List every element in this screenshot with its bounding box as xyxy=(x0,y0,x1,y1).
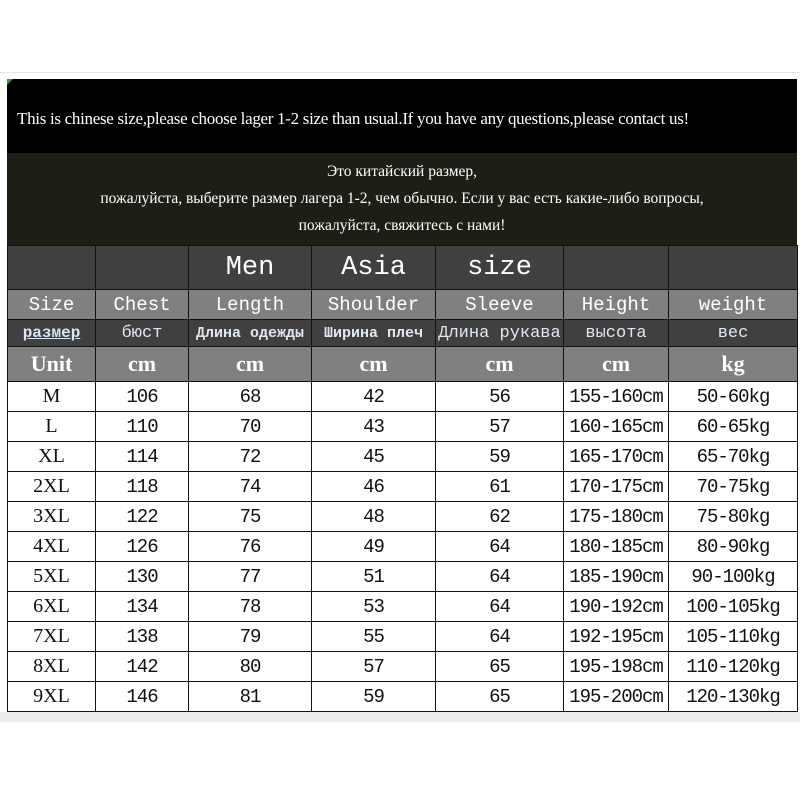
cell-height: 165-170cm xyxy=(564,442,669,472)
header-chest: Chest xyxy=(96,290,189,320)
cell-sleeve: 64 xyxy=(436,562,564,592)
header-ru-sleeve: Длина рукава xyxy=(436,320,564,347)
header-ru-height: высота xyxy=(564,320,669,347)
cell-shoulder: 53 xyxy=(312,592,436,622)
cell-height: 155-160cm xyxy=(564,382,669,412)
table-row xyxy=(8,472,798,502)
notice-russian-line: пожалуйста, выберите размер лагера 1-2, чем обычно. Если у вас есть какие-либо вопросы, xyxy=(100,190,704,207)
size-chart-table xyxy=(7,245,798,712)
table-row xyxy=(8,562,798,592)
header-row-english xyxy=(8,290,798,320)
cell-length: 76 xyxy=(189,532,312,562)
table-title-row xyxy=(8,246,798,290)
header-shoulder: Shoulder xyxy=(312,290,436,320)
header-size: Size xyxy=(8,290,96,320)
cell-chest: 118 xyxy=(96,472,189,502)
cell-size: 2XL xyxy=(8,472,96,502)
cell-length: 75 xyxy=(189,502,312,532)
header-ru-shoulder: Ширина плеч xyxy=(312,320,436,347)
cell-sleeve: 65 xyxy=(436,682,564,712)
cell-shoulder: 46 xyxy=(312,472,436,502)
table-row xyxy=(8,652,798,682)
header-ru-size: размер xyxy=(8,320,96,347)
cell-sleeve: 64 xyxy=(436,622,564,652)
cell-sleeve: 59 xyxy=(436,442,564,472)
cell-weight: 65-70kg xyxy=(669,442,798,472)
cell-chest: 106 xyxy=(96,382,189,412)
title-cell xyxy=(564,246,669,290)
sheet-tab-bar xyxy=(0,712,800,722)
unit-label: Unit xyxy=(8,347,96,382)
cell-length: 81 xyxy=(189,682,312,712)
notice-russian-line: пожалуйста, свяжитесь с нами! xyxy=(298,217,506,234)
title-cell xyxy=(8,246,96,290)
cell-shoulder: 51 xyxy=(312,562,436,592)
table-row xyxy=(8,502,798,532)
cell-weight: 120-130kg xyxy=(669,682,798,712)
table-row xyxy=(8,682,798,712)
header-height: Height xyxy=(564,290,669,320)
cell-sleeve: 61 xyxy=(436,472,564,502)
cell-shoulder: 57 xyxy=(312,652,436,682)
cell-shoulder: 55 xyxy=(312,622,436,652)
cell-size: L xyxy=(8,412,96,442)
cell-sleeve: 64 xyxy=(436,532,564,562)
cell-weight: 70-75kg xyxy=(669,472,798,502)
cell-size: 9XL xyxy=(8,682,96,712)
cell-length: 74 xyxy=(189,472,312,502)
cell-height: 180-185cm xyxy=(564,532,669,562)
title-cell xyxy=(96,246,189,290)
cell-length: 72 xyxy=(189,442,312,472)
table-row xyxy=(8,622,798,652)
unit-weight: kg xyxy=(669,347,798,382)
cell-weight: 105-110kg xyxy=(669,622,798,652)
title-cell xyxy=(669,246,798,290)
cell-size: 7XL xyxy=(8,622,96,652)
title-cell-men: Men xyxy=(189,246,312,290)
unit-height: cm xyxy=(564,347,669,382)
cell-size: XL xyxy=(8,442,96,472)
cell-length: 77 xyxy=(189,562,312,592)
cell-chest: 126 xyxy=(96,532,189,562)
table-row xyxy=(8,532,798,562)
cell-weight: 100-105kg xyxy=(669,592,798,622)
table-row xyxy=(8,592,798,622)
cell-size: 5XL xyxy=(8,562,96,592)
size-rows xyxy=(8,382,798,712)
unit-row xyxy=(8,347,798,382)
cell-chest: 114 xyxy=(96,442,189,472)
header-ru-chest: бюст xyxy=(96,320,189,347)
cell-sleeve: 57 xyxy=(436,412,564,442)
cell-length: 79 xyxy=(189,622,312,652)
title-cell-asia: Asia xyxy=(312,246,436,290)
cell-chest: 130 xyxy=(96,562,189,592)
cell-length: 68 xyxy=(189,382,312,412)
cell-weight: 50-60kg xyxy=(669,382,798,412)
cell-size: 8XL xyxy=(8,652,96,682)
cell-chest: 122 xyxy=(96,502,189,532)
notice-russian xyxy=(7,153,797,245)
cell-shoulder: 42 xyxy=(312,382,436,412)
cell-sleeve: 65 xyxy=(436,652,564,682)
unit-shoulder: cm xyxy=(312,347,436,382)
header-length: Length xyxy=(189,290,312,320)
header-row-russian xyxy=(8,320,798,347)
unit-chest: cm xyxy=(96,347,189,382)
cell-chest: 110 xyxy=(96,412,189,442)
cell-chest: 142 xyxy=(96,652,189,682)
cell-corner-marker-icon xyxy=(7,79,13,85)
cell-weight: 60-65kg xyxy=(669,412,798,442)
cell-size: 6XL xyxy=(8,592,96,622)
cell-height: 195-198cm xyxy=(564,652,669,682)
header-ru-weight: вес xyxy=(669,320,798,347)
cell-shoulder: 48 xyxy=(312,502,436,532)
cell-height: 190-192cm xyxy=(564,592,669,622)
table-row xyxy=(8,442,798,472)
unit-sleeve: cm xyxy=(436,347,564,382)
cell-sleeve: 62 xyxy=(436,502,564,532)
cell-sleeve: 56 xyxy=(436,382,564,412)
cell-shoulder: 59 xyxy=(312,682,436,712)
cell-chest: 146 xyxy=(96,682,189,712)
unit-length: cm xyxy=(189,347,312,382)
cell-shoulder: 43 xyxy=(312,412,436,442)
table-row xyxy=(8,412,798,442)
notice-english-text: This is chinese size,please choose lager 1-2 size than usual.If you have any questions,please contact us! xyxy=(17,109,689,128)
cell-size: 3XL xyxy=(8,502,96,532)
cell-shoulder: 45 xyxy=(312,442,436,472)
cell-size: M xyxy=(8,382,96,412)
cell-height: 170-175cm xyxy=(564,472,669,502)
table-row xyxy=(8,382,798,412)
title-cell-size: size xyxy=(436,246,564,290)
notice-english xyxy=(7,79,797,153)
cell-height: 175-180cm xyxy=(564,502,669,532)
header-sleeve: Sleeve xyxy=(436,290,564,320)
top-margin xyxy=(0,0,800,79)
cell-weight: 80-90kg xyxy=(669,532,798,562)
cell-length: 70 xyxy=(189,412,312,442)
cell-height: 160-165cm xyxy=(564,412,669,442)
sheet-gridline xyxy=(0,72,800,73)
notice-russian-line: Это китайский размер, xyxy=(326,163,478,180)
header-weight: weight xyxy=(669,290,798,320)
cell-length: 78 xyxy=(189,592,312,622)
cell-weight: 75-80kg xyxy=(669,502,798,532)
cell-weight: 110-120kg xyxy=(669,652,798,682)
cell-sleeve: 64 xyxy=(436,592,564,622)
cell-size: 4XL xyxy=(8,532,96,562)
cell-height: 192-195cm xyxy=(564,622,669,652)
cell-height: 185-190cm xyxy=(564,562,669,592)
cell-chest: 138 xyxy=(96,622,189,652)
cell-shoulder: 49 xyxy=(312,532,436,562)
cell-weight: 90-100kg xyxy=(669,562,798,592)
cell-length: 80 xyxy=(189,652,312,682)
cell-height: 195-200cm xyxy=(564,682,669,712)
header-ru-length: Длина одежды xyxy=(189,320,312,347)
cell-chest: 134 xyxy=(96,592,189,622)
